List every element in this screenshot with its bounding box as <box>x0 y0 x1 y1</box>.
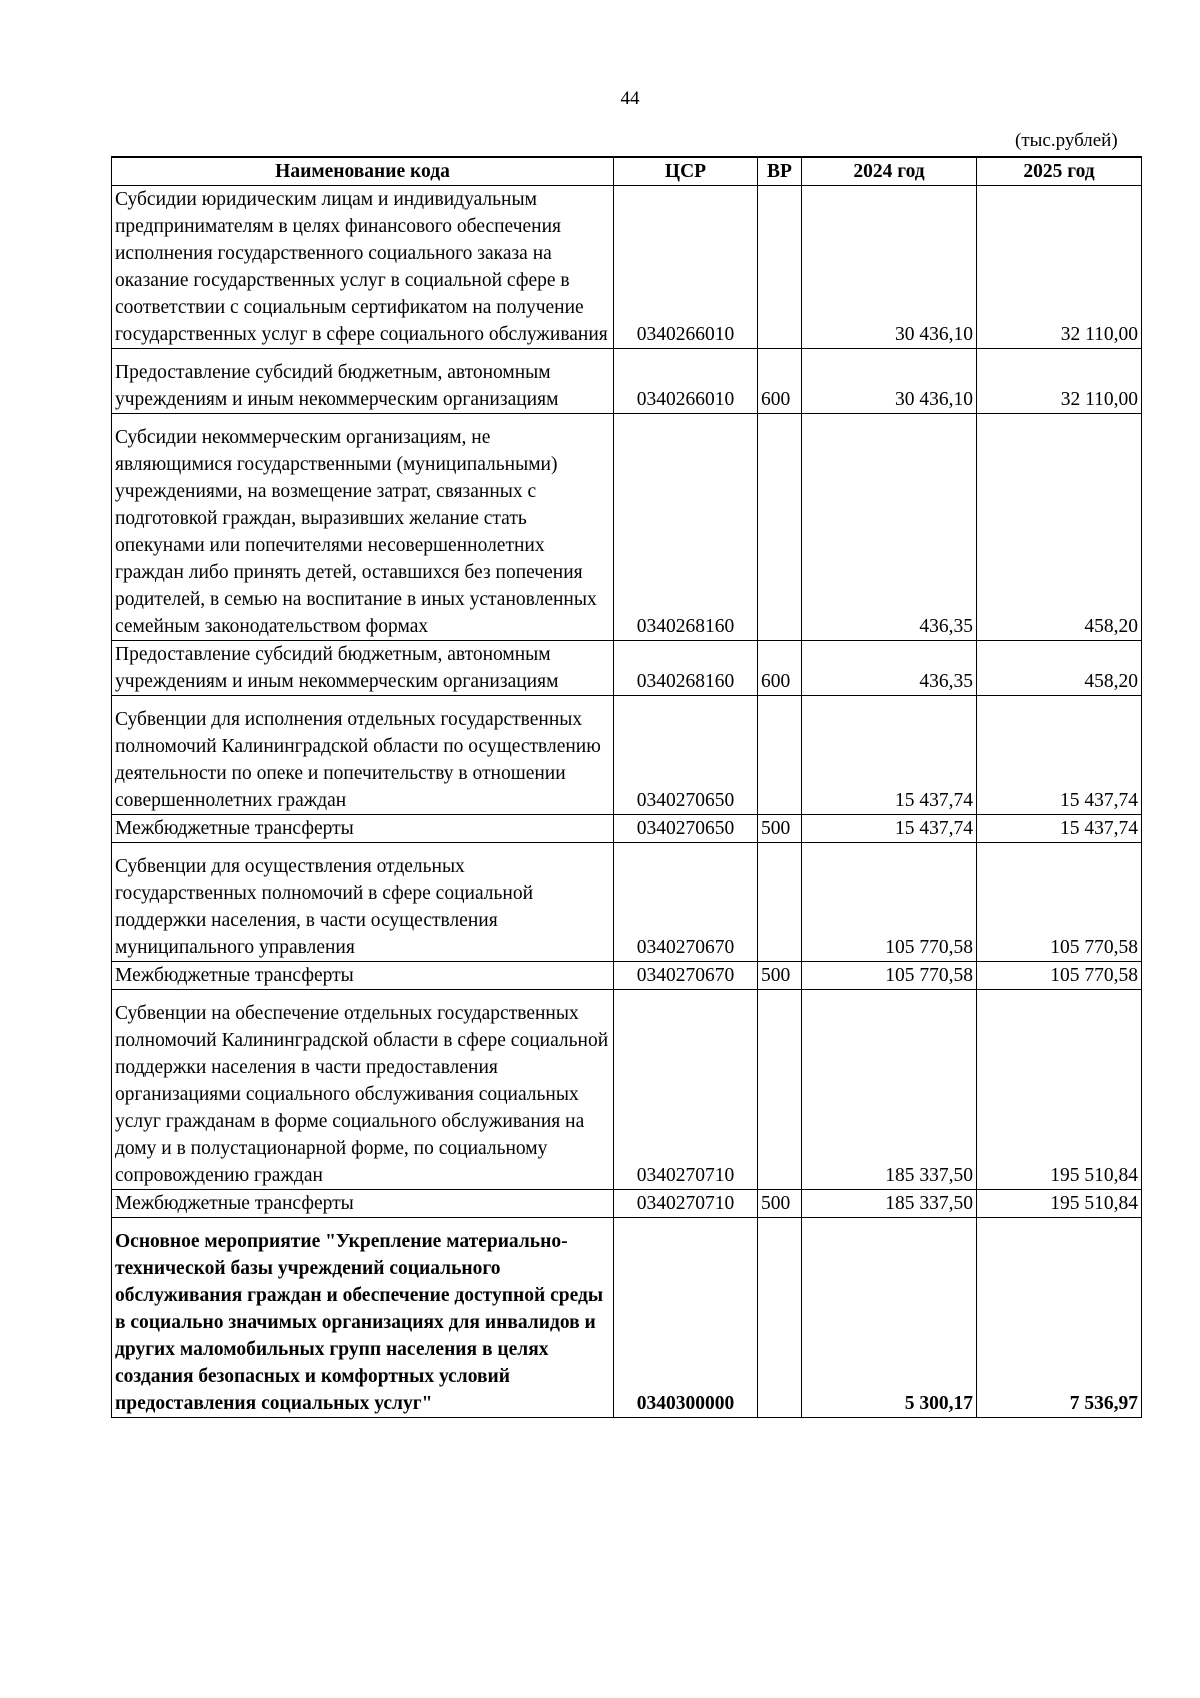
column-header-csr: ЦСР <box>614 157 758 186</box>
table-row <box>112 1218 1142 1418</box>
row-name: Субсидии юридическим лицам и индивидуальным предпринимателям в целях финансового обеспечения исполнения государственного социального заказа на оказание государственных услуг в социальной сфере в соответствии с социальным сертификатом на получение государственных услуг в сфере социального обслуживания <box>112 186 614 349</box>
table-row <box>112 843 1142 962</box>
row-csr: 0340300000 <box>614 1218 758 1418</box>
row-2024: 436,35 <box>802 641 977 696</box>
table-row <box>112 990 1142 1190</box>
row-vr <box>758 414 802 641</box>
row-2025: 105 770,58 <box>977 962 1142 990</box>
row-2024: 105 770,58 <box>802 962 977 990</box>
column-header-2024: 2024 год <box>802 157 977 186</box>
page-number: 44 <box>620 88 640 109</box>
row-name: Межбюджетные трансферты <box>112 815 614 843</box>
row-2024: 30 436,10 <box>802 186 977 349</box>
row-vr <box>758 186 802 349</box>
row-vr: 600 <box>758 641 802 696</box>
table-row <box>112 1190 1142 1218</box>
row-2024: 105 770,58 <box>802 843 977 962</box>
column-header-vr: ВР <box>758 157 802 186</box>
units-label: (тыс.рублей) <box>1015 130 1118 151</box>
column-header-name: Наименование кода <box>112 157 614 186</box>
row-name: Субсидии некоммерческим организациям, не являющимися государственными (муниципальными) учреждениями, на возмещение затрат, связанных с подготовкой граждан, выразивших желание стать опекунами или попечителями несовершеннолетних граждан либо принять детей, оставшихся без попечения родителей, в семью на воспитание в иных установленных семейным законодательством формах <box>112 414 614 641</box>
row-csr: 0340268160 <box>614 641 758 696</box>
row-2025: 458,20 <box>977 641 1142 696</box>
row-vr <box>758 990 802 1190</box>
row-2024: 185 337,50 <box>802 1190 977 1218</box>
row-2025: 195 510,84 <box>977 990 1142 1190</box>
row-csr: 0340270710 <box>614 990 758 1190</box>
row-name: Основное мероприятие "Укрепление материально-технической базы учреждений социального обслуживания граждан и обеспечение доступной среды в социально значимых организациях для инвалидов и других маломобильных групп населения в целях создания безопасных и комфортных условий предоставления социальных услуг" <box>112 1218 614 1418</box>
row-name: Предоставление субсидий бюджетным, автономным учреждениям и иным некоммерческим организациям <box>112 349 614 414</box>
row-csr: 0340266010 <box>614 349 758 414</box>
row-vr: 500 <box>758 815 802 843</box>
row-2025: 15 437,74 <box>977 815 1142 843</box>
row-2025: 32 110,00 <box>977 349 1142 414</box>
row-2025: 105 770,58 <box>977 843 1142 962</box>
row-name: Предоставление субсидий бюджетным, автономным учреждениям и иным некоммерческим организациям <box>112 641 614 696</box>
row-2024: 5 300,17 <box>802 1218 977 1418</box>
row-2025: 195 510,84 <box>977 1190 1142 1218</box>
row-name: Субвенции на обеспечение отдельных государственных полномочий Калининградской области в сфере социальной поддержки населения в части предоставления организациями социального обслуживания социальных услуг гражданам в форме социального обслуживания на дому и в полустационарной форме, по социальному сопровождению граждан <box>112 990 614 1190</box>
table-row <box>112 349 1142 414</box>
row-2024: 15 437,74 <box>802 815 977 843</box>
table-row <box>112 186 1142 349</box>
row-2025: 458,20 <box>977 414 1142 641</box>
row-csr: 0340268160 <box>614 414 758 641</box>
table-row <box>112 962 1142 990</box>
row-2024: 30 436,10 <box>802 349 977 414</box>
table-row <box>112 696 1142 815</box>
table-row <box>112 641 1142 696</box>
budget-table <box>111 156 1142 1418</box>
row-csr: 0340270670 <box>614 962 758 990</box>
row-2024: 185 337,50 <box>802 990 977 1190</box>
row-2025: 32 110,00 <box>977 186 1142 349</box>
table-row <box>112 414 1142 641</box>
row-2025: 15 437,74 <box>977 696 1142 815</box>
row-csr: 0340270650 <box>614 696 758 815</box>
row-2025: 7 536,97 <box>977 1218 1142 1418</box>
row-csr: 0340266010 <box>614 186 758 349</box>
row-csr: 0340270650 <box>614 815 758 843</box>
row-vr <box>758 696 802 815</box>
row-2024: 436,35 <box>802 414 977 641</box>
row-csr: 0340270710 <box>614 1190 758 1218</box>
row-2024: 15 437,74 <box>802 696 977 815</box>
column-header-2025: 2025 год <box>977 157 1142 186</box>
table-header-row <box>112 157 1142 186</box>
row-vr: 500 <box>758 1190 802 1218</box>
row-name: Субвенции для осуществления отдельных государственных полномочий в сфере социальной поддержки населения, в части осуществления муниципального управления <box>112 843 614 962</box>
table-row <box>112 815 1142 843</box>
row-name: Межбюджетные трансферты <box>112 962 614 990</box>
row-vr <box>758 843 802 962</box>
row-vr: 600 <box>758 349 802 414</box>
row-vr: 500 <box>758 962 802 990</box>
row-vr <box>758 1218 802 1418</box>
row-csr: 0340270670 <box>614 843 758 962</box>
row-name: Субвенции для исполнения отдельных государственных полномочий Калининградской области по осуществлению деятельности по опеке и попечительству в отношении совершеннолетних граждан <box>112 696 614 815</box>
row-name: Межбюджетные трансферты <box>112 1190 614 1218</box>
